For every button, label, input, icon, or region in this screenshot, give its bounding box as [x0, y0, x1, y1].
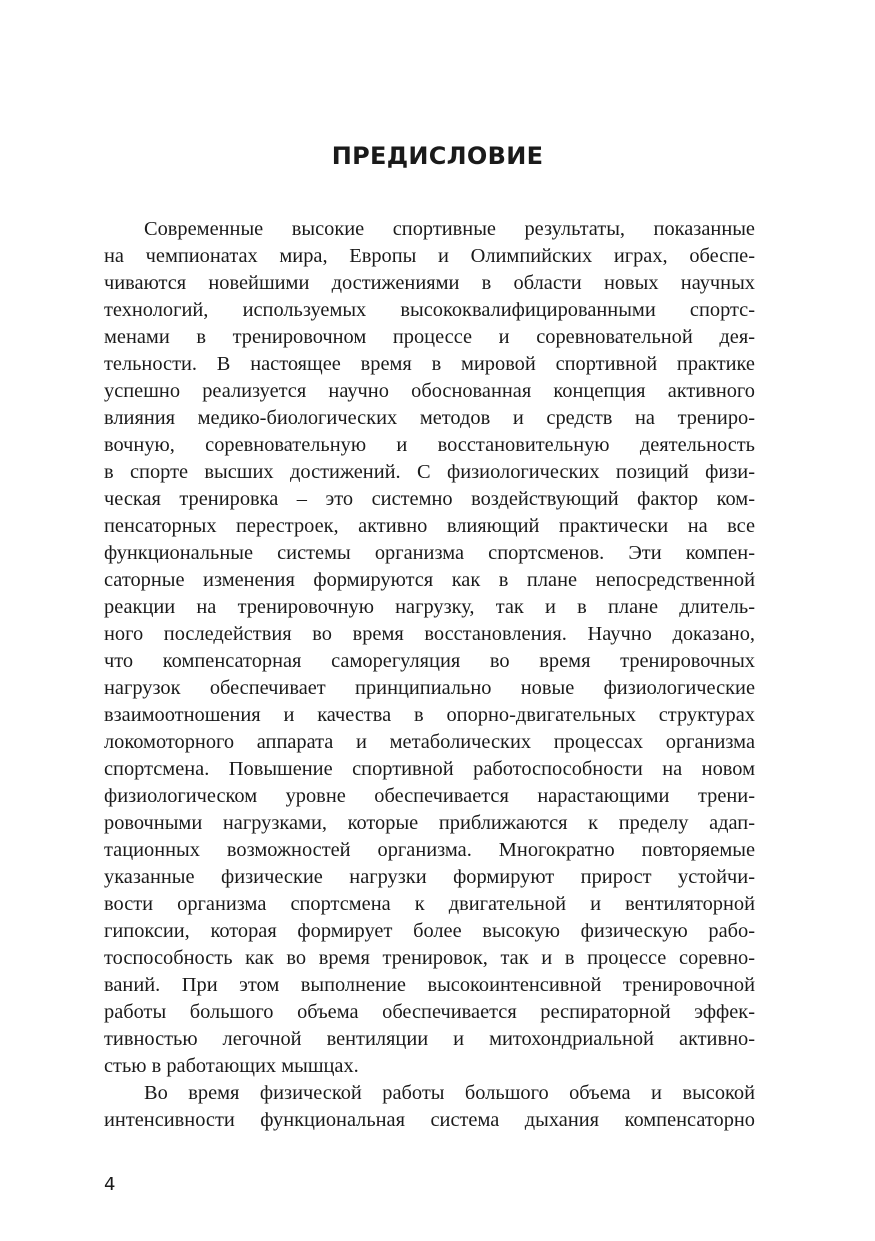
- body-text: [104, 216, 755, 1134]
- text-line: в спорте высших достижений. С физиологических позиций физи-: [104, 461, 755, 483]
- text-line: технологий, используемых высококвалифицированными спортс-: [104, 299, 755, 321]
- text-line: саторные изменения формируются как в плане непосредственной: [104, 569, 755, 591]
- text-line: тивностью легочной вентиляции и митохондриальной активно-: [104, 1028, 755, 1050]
- text-line: ваний. При этом выполнение высокоинтенсивной тренировочной: [104, 974, 755, 996]
- text-line: влияния медико-биологических методов и средств на трениро-: [104, 407, 755, 429]
- text-line: гипоксии, которая формирует более высокую физическую рабо-: [104, 920, 755, 942]
- text-line: физиологическом уровне обеспечивается нарастающими трени-: [104, 785, 755, 807]
- text-line: пенсаторных перестроек, активно влияющий практически на все: [104, 515, 755, 537]
- paragraph-2: [104, 1080, 755, 1134]
- text-line: ческая тренировка – это системно воздействующий фактор ком-: [104, 488, 755, 510]
- text-line: интенсивности функциональная система дыхания компенсаторно: [104, 1109, 755, 1131]
- text-line: что компенсаторная саморегуляция во время тренировочных: [104, 650, 755, 672]
- text-line: вочную, соревновательную и восстановительную деятельность: [104, 434, 755, 456]
- text-line: ровочными нагрузками, которые приближаются к пределу адап-: [104, 812, 755, 834]
- text-line: реакции на тренировочную нагрузку, так и в плане длитель-: [104, 596, 755, 618]
- text-line: тоспособность как во время тренировок, так и в процессе соревно-: [104, 947, 755, 969]
- page-title: ПРЕДИСЛОВИЕ: [331, 142, 544, 170]
- text-line: на чемпионатах мира, Европы и Олимпийских играх, обеспе-: [104, 245, 755, 267]
- text-line: чиваются новейшими достижениями в области новых научных: [104, 272, 755, 294]
- text-line: указанные физические нагрузки формируют прирост устойчи-: [104, 866, 755, 888]
- text-line: Современные высокие спортивные результаты, показанные: [144, 218, 755, 240]
- text-line: ного последействия во время восстановления. Научно доказано,: [104, 623, 755, 645]
- text-line: успешно реализуется научно обоснованная концепция активного: [104, 380, 755, 402]
- text-line: работы большого объема обеспечивается респираторной эффек-: [104, 1001, 755, 1023]
- page-number: 4: [104, 1174, 116, 1195]
- text-line: нагрузок обеспечивает принципиально новые физиологические: [104, 677, 755, 699]
- text-line: локомоторного аппарата и метаболических процессах организма: [104, 731, 755, 753]
- text-line: тационных возможностей организма. Многократно повторяемые: [104, 839, 755, 861]
- text-line: спортсмена. Повышение спортивной работоспособности на новом: [104, 758, 755, 780]
- text-line: менами в тренировочном процессе и соревновательной дея-: [104, 326, 755, 348]
- text-line: функциональные системы организма спортсменов. Эти компен-: [104, 542, 755, 564]
- text-line: вости организма спортсмена к двигательной и вентиляторной: [104, 893, 755, 915]
- paragraph-1: [104, 216, 755, 1080]
- text-line: взаимоотношения и качества в опорно-двигательных структурах: [104, 704, 755, 726]
- text-line: Во время физической работы большого объема и высокой: [144, 1082, 755, 1104]
- text-line: тельности. В настоящее время в мировой спортивной практике: [104, 353, 755, 375]
- text-line: стью в работающих мышцах.: [104, 1055, 359, 1077]
